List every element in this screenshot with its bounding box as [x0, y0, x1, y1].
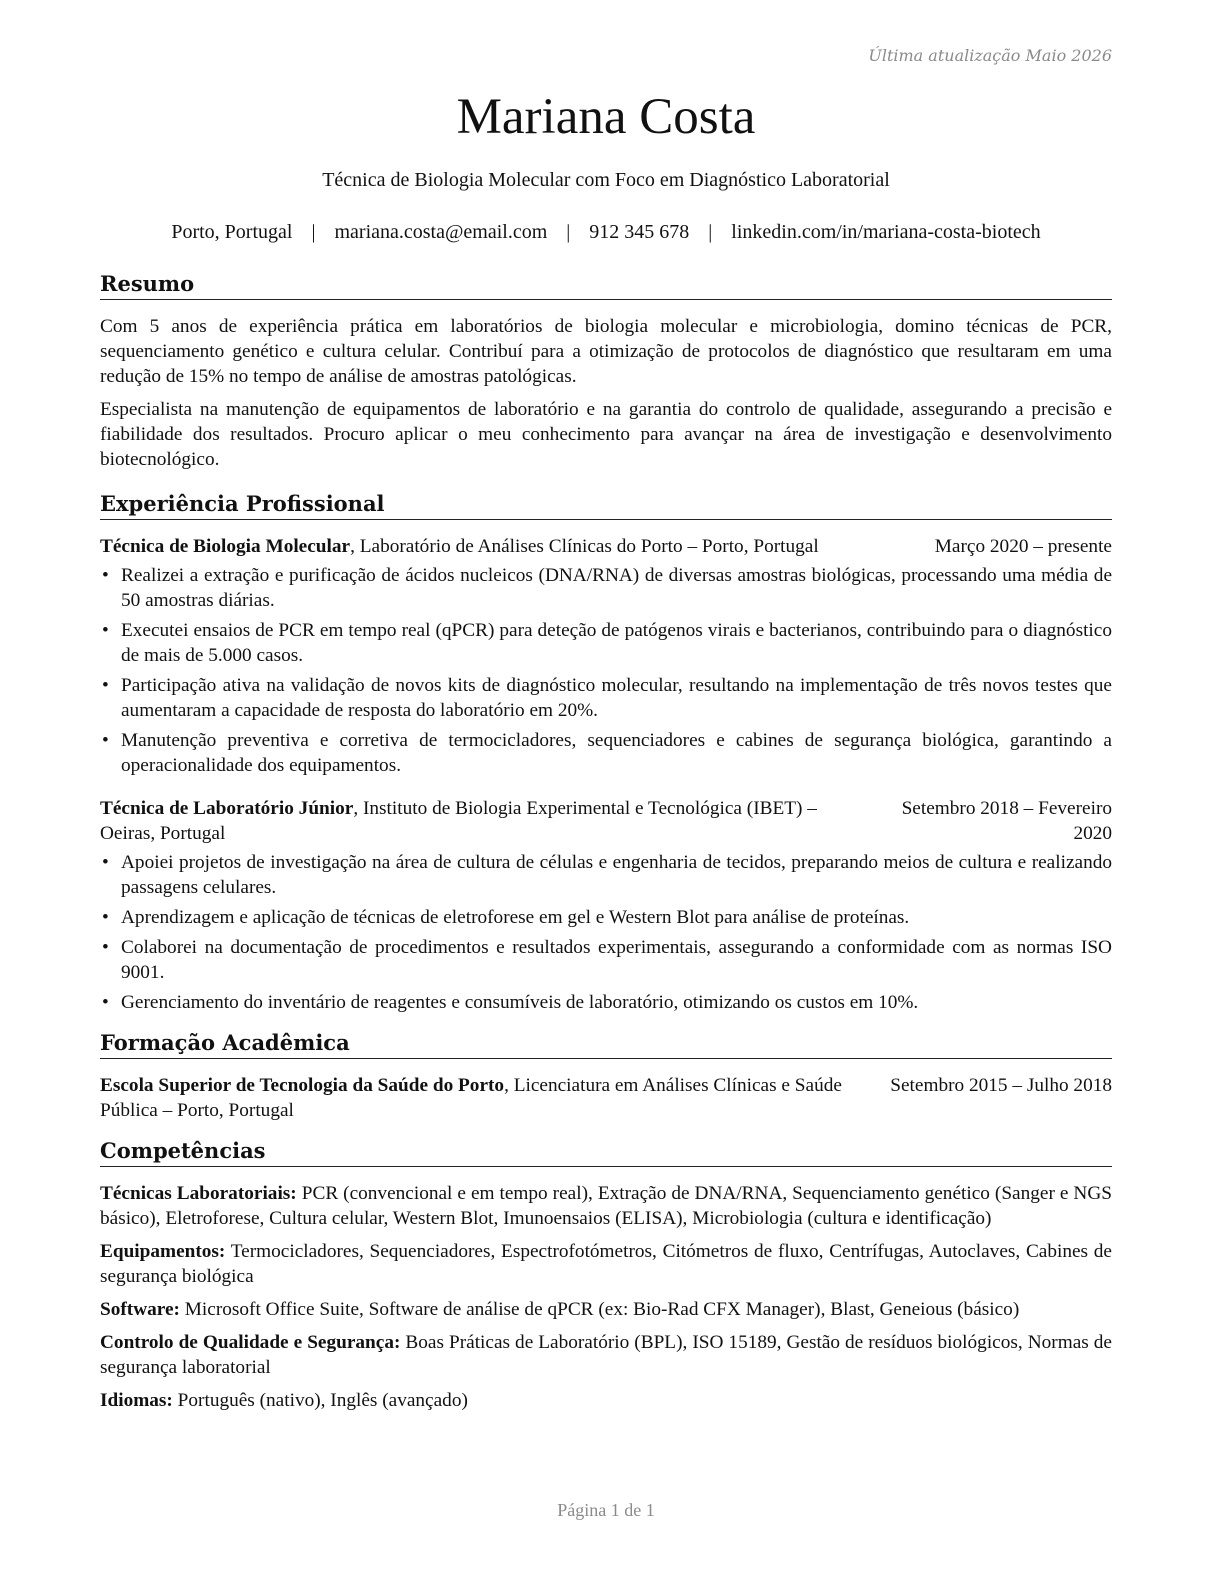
job-title-line: [100, 796, 872, 846]
skill-text: Microsoft Office Suite, Software de análise de qPCR (ex: Bio-Rad CFX Manager), Blast, Geneious (básico): [179, 1299, 1020, 1320]
job-bullet: • Apoiei projetos de investigação na área de cultura de células e engenharia de tecidos, preparando meios de cultura e realizando passagens celulares.: [100, 850, 1112, 900]
job-role: Técnica de Biologia Molecular: [100, 536, 351, 557]
job-bullet: • Aprendizagem e aplicação de técnicas de eletroforese em gel e Western Blot para análise de proteínas.: [100, 905, 1112, 930]
headline: Técnica de Biologia Molecular com Foco em Diagnóstico Laboratorial: [322, 169, 890, 191]
summary-paragraph: Especialista na manutenção de equipamentos de laboratório e na garantia do controlo de qualidade, assegurando a precisão e fiabilidade dos resultados. Procuro aplicar o meu conhecimento para avançar na área de investigação e desenvolvimento biotecnológico.: [100, 399, 1112, 470]
job-dates: Setembro 2018 – Fevereiro 2020: [901, 798, 1112, 844]
job-bullet: • Executei ensaios de PCR em tempo real (qPCR) para deteção de patógenos virais e bacterianos, contribuindo para o diagnóstico de mais de 5.000 casos.: [100, 618, 1112, 668]
education-school: Escola Superior de Tecnologia da Saúde do Porto: [100, 1075, 505, 1096]
job-bullet: • Participação ativa na validação de novos kits de diagnóstico molecular, resultando na implementação de três novos testes que aumentaram a capacidade de resposta do laboratório em 20%.: [100, 673, 1112, 723]
contact-location: Porto, Portugal: [171, 221, 293, 243]
job-title-line: [100, 534, 911, 559]
skill-line: [100, 1239, 1112, 1289]
job-entry: [100, 796, 1112, 1015]
section-title-summary: Resumo: [100, 270, 1112, 300]
skill-text: PCR (convencional e em tempo real), Extração de DNA/RNA, Sequenciamento genético (Sanger e NGS básico), Eletroforese, Cultura celular, Western Blot, Imunoensaios (ELISA), Microbiologia (cultura e identificação): [100, 1183, 1113, 1229]
skill-label: Equipamentos:: [100, 1241, 226, 1262]
job-org: , Laboratório de Análises Clínicas do Porto – Porto, Portugal: [350, 536, 819, 557]
education-dates: Setembro 2015 – Julho 2018: [890, 1075, 1112, 1096]
skill-label: Controlo de Qualidade e Segurança:: [100, 1332, 401, 1353]
skill-line: [100, 1330, 1112, 1380]
job-header: [100, 796, 1112, 846]
contact-line: [100, 220, 1112, 244]
skill-line: [100, 1181, 1112, 1231]
contact-separator: |: [311, 221, 316, 243]
skill-text: Termocicladores, Sequenciadores, Espectrofotómetros, Citómetros de fluxo, Centrífugas, Autoclaves, Cabines de segurança biológica: [100, 1241, 1112, 1287]
skill-line: [100, 1297, 1112, 1322]
job-entry: [100, 534, 1112, 778]
job-header: [100, 534, 1112, 559]
last-updated: Última atualização Maio 2026: [868, 46, 1112, 65]
education-degree: , Licenciatura em Análises Clínicas e Saúde Pública – Porto, Portugal: [100, 1075, 842, 1121]
section-title-experience: Experiência Profissional: [100, 490, 1112, 520]
skill-label: Idiomas:: [100, 1390, 173, 1411]
job-role: Técnica de Laboratório Júnior: [100, 798, 354, 819]
job-org: , Instituto de Biologia Experimental e Tecnológica (IBET) – Oeiras, Portugal: [100, 798, 817, 844]
section-title-skills: Competências: [100, 1137, 1112, 1167]
summary-paragraph: Com 5 anos de experiência prática em laboratórios de biologia molecular e microbiologia, domino técnicas de PCR, sequenciamento genético e cultura celular. Contribuí para a otimização de protocolos de diagnóstico que resultaram em uma redução de 15% no tempo de análise de amostras patológicas.: [100, 316, 1112, 387]
job-dates: Março 2020 – presente: [934, 536, 1112, 557]
job-bullet: • Colaborei na documentação de procedimentos e resultados experimentais, assegurando a conformidade com as normas ISO 9001.: [100, 935, 1112, 985]
section-title-education: Formação Acadêmica: [100, 1029, 1112, 1059]
job-bullet: • Realizei a extração e purificação de ácidos nucleicos (DNA/RNA) de diversas amostras biológicas, processando uma média de 50 amostras diárias.: [100, 563, 1112, 613]
skill-text: Português (nativo), Inglês (avançado): [172, 1390, 468, 1411]
skill-text: Boas Práticas de Laboratório (BPL), ISO 15189, Gestão de resíduos biológicos, Normas de segurança laboratorial: [100, 1332, 1112, 1378]
skill-line: [100, 1388, 1112, 1413]
contact-email[interactable]: mariana.costa@email.com: [334, 221, 548, 243]
job-bullet: • Manutenção preventiva e corretiva de termocicladores, sequenciadores e cabines de segurança biológica, garantindo a operacionalidade dos equipamentos.: [100, 728, 1112, 778]
job-bullet: • Gerenciamento do inventário de reagentes e consumíveis de laboratório, otimizando os custos em 10%.: [100, 990, 1112, 1015]
resume-body: [100, 270, 1112, 1421]
skill-label: Técnicas Laboratoriais:: [100, 1183, 297, 1204]
education-entry: [100, 1073, 1112, 1123]
contact-separator: |: [708, 221, 713, 243]
page-number: Página 1 de 1: [557, 1500, 655, 1520]
contact-linkedin[interactable]: linkedin.com/in/mariana-costa-biotech: [731, 221, 1041, 243]
education-title-line: [100, 1073, 872, 1123]
candidate-name: Mariana Costa: [456, 89, 756, 145]
contact-phone[interactable]: 912 345 678: [589, 221, 690, 243]
job-bullets: [100, 563, 1112, 778]
contact-separator: |: [566, 221, 571, 243]
skill-label: Software:: [100, 1299, 180, 1320]
job-bullets: [100, 850, 1112, 1015]
